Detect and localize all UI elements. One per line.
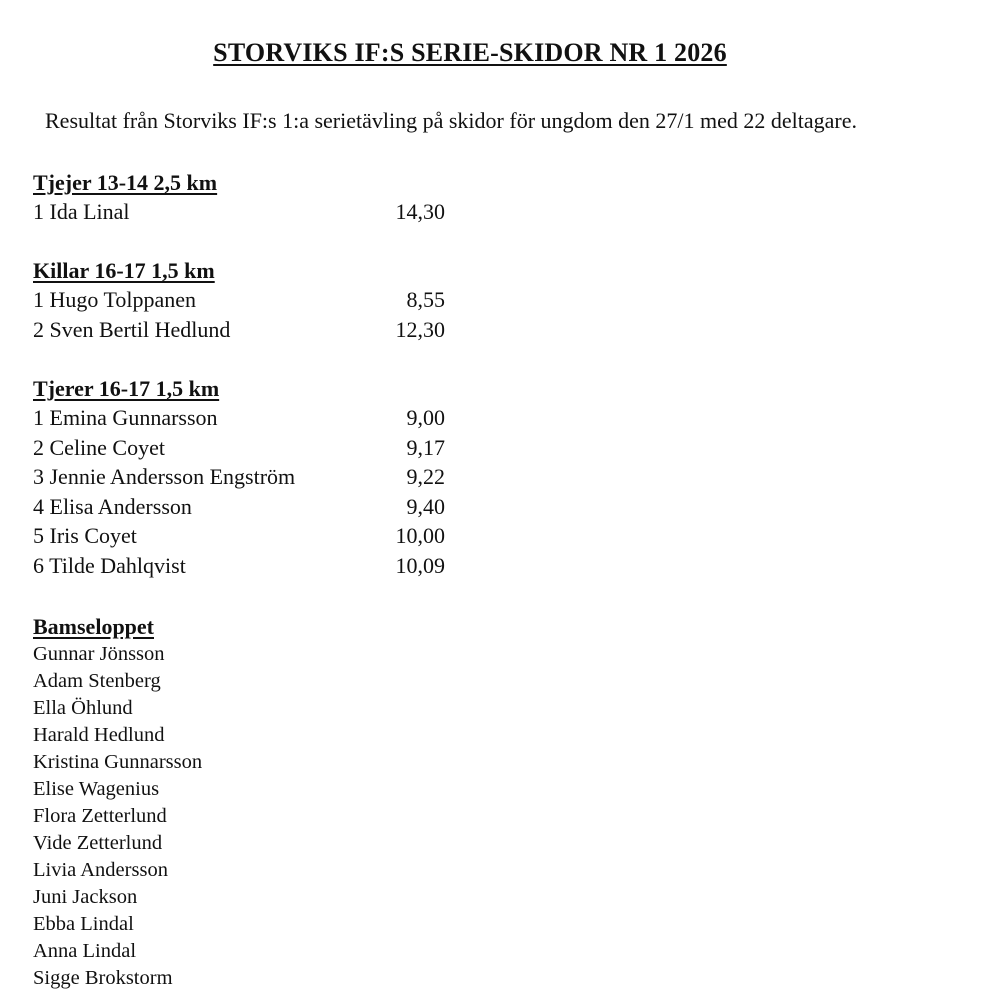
- result-row: [33, 197, 445, 227]
- result-name: 2 Celine Coyet: [33, 434, 165, 460]
- document-title: STORVIKS IF:S SERIE-SKIDOR NR 1 2026: [213, 38, 727, 67]
- participant-name: Sigge Brokstorm: [33, 967, 173, 989]
- result-name: 4 Elisa Andersson: [33, 493, 192, 519]
- result-row: [33, 315, 445, 345]
- section-tjejer-16-17: [33, 374, 445, 580]
- section-heading: Killar 16-17 1,5 km: [33, 258, 215, 283]
- participant-name: Ella Öhlund: [33, 697, 133, 719]
- participant-name: Anna Lindal: [33, 940, 137, 962]
- result-name: 1 Ida Linal: [33, 199, 130, 224]
- result-row: [33, 521, 445, 551]
- result-name: 1 Hugo Tolppanen: [33, 287, 197, 312]
- section-killar-16-17: [33, 256, 445, 344]
- result-time: 9,00: [406, 405, 445, 430]
- section-heading: Tjerer 16-17 1,5 km: [33, 376, 220, 401]
- participant-name: Flora Zetterlund: [33, 805, 167, 827]
- result-name: 2 Sven Bertil Hedlund: [33, 316, 231, 342]
- result-row: [33, 285, 445, 315]
- participant-name: Elise Wagenius: [33, 778, 160, 800]
- result-time: 9,17: [406, 434, 445, 460]
- participant-name: Gunnar Jönsson: [33, 643, 165, 665]
- result-time: 10,00: [395, 523, 445, 548]
- result-time: 12,30: [395, 316, 445, 342]
- result-row: [33, 433, 445, 463]
- result-time: 14,30: [395, 199, 445, 224]
- result-time: 10,09: [395, 552, 445, 578]
- result-name: 1 Emina Gunnarsson: [33, 405, 218, 430]
- intro-text: Resultat från Storviks IF:s 1:a serietävling på skidor för ungdom den 27/1 med 22 deltagare.: [45, 108, 858, 133]
- result-row: [33, 551, 445, 581]
- participant-name: Juni Jackson: [33, 886, 138, 908]
- result-time: 8,55: [406, 287, 445, 312]
- participant-name: Harald Hedlund: [33, 724, 165, 746]
- result-name: 6 Tilde Dahlqvist: [33, 552, 186, 578]
- participant-name: Kristina Gunnarsson: [33, 751, 203, 773]
- participant-name: Ebba Lindal: [33, 913, 134, 935]
- result-name: 3 Jennie Andersson Engström: [33, 464, 296, 489]
- participant-name: Livia Andersson: [33, 859, 168, 881]
- section-heading: Tjejer 13-14 2,5 km: [33, 170, 218, 195]
- result-time: 9,40: [406, 493, 445, 519]
- section-bamseloppet: [33, 612, 202, 992]
- participant-name: Adam Stenberg: [33, 670, 161, 692]
- result-row: [33, 492, 445, 522]
- result-row: [33, 462, 445, 492]
- section-heading: Bamseloppet: [33, 614, 154, 639]
- section-tjejer-13-14: [33, 168, 445, 227]
- result-row: [33, 403, 445, 433]
- result-name: 5 Iris Coyet: [33, 523, 137, 548]
- participant-name: Vide Zetterlund: [33, 832, 163, 854]
- result-time: 9,22: [406, 464, 445, 489]
